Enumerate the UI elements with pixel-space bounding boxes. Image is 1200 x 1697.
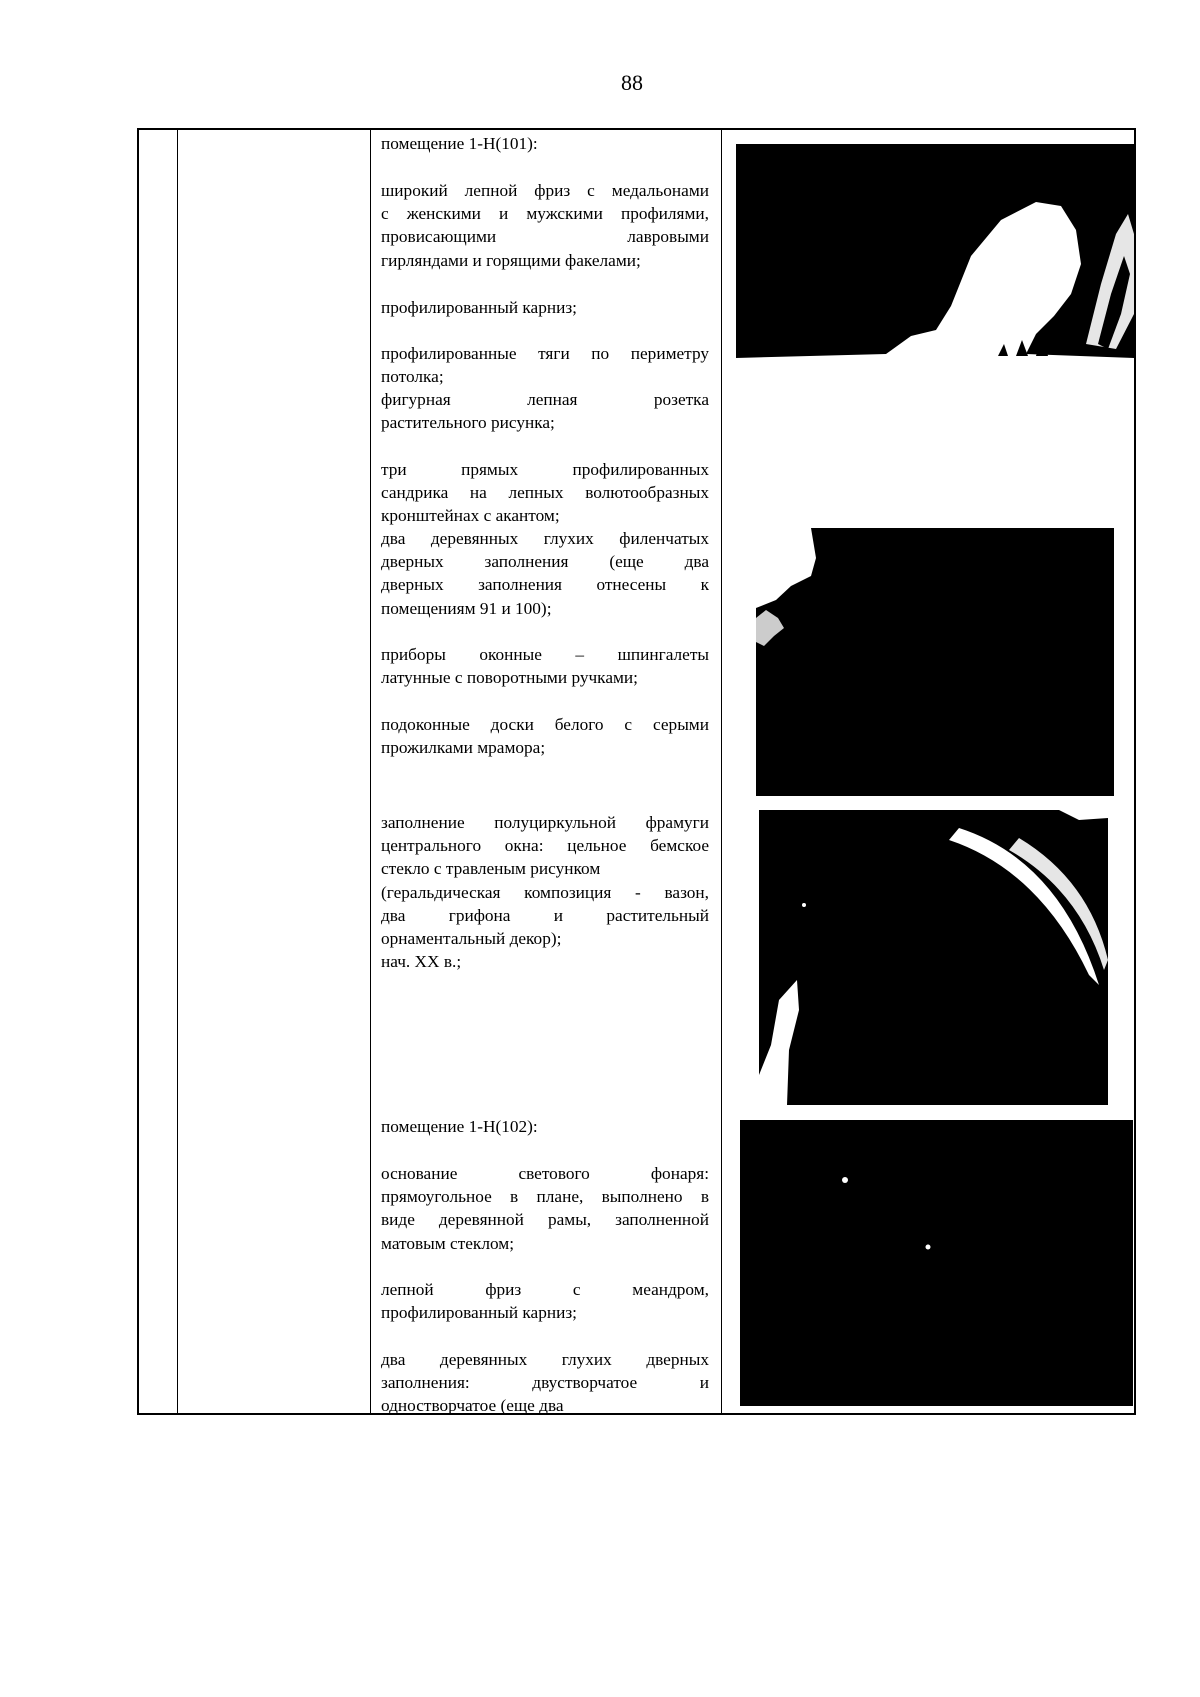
list-item: три прямых профилированных сандрика на лепных волютообразных кронштейнах с акантом; — [381, 460, 709, 526]
door-sandrik-photo — [756, 528, 1114, 796]
list-item: заполнение полуциркульной фрамуги центрального окна: цельное бемское стекло с травленым рисунком (геральдическая композиция - вазон, два грифона и растительный орнаментальный декор); нач. XX в.; — [381, 813, 709, 972]
list-item: широкий лепной фриз с медальонами с женскими и мужскими профилями, провисающими лавровыми гирляндами и горящими факелами; — [381, 181, 709, 270]
page-number: 88 — [621, 70, 643, 95]
room-heading: помещение 1-Н(101): — [381, 134, 538, 153]
list-item: основание светового фонаря: прямоугольное в плане, выполнено в виде деревянной рамы, заполненной матовым стеклом; — [381, 1164, 709, 1253]
column-divider — [177, 130, 178, 1413]
frieze-medallion-photo — [736, 144, 1134, 366]
monument-subject-table — [137, 128, 1136, 1415]
fanlight-glass-photo — [759, 810, 1108, 1105]
column-divider — [370, 130, 371, 1413]
skylight-base-photo — [740, 1120, 1133, 1406]
list-item: подоконные доски белого с серыми прожилками мрамора; — [381, 715, 709, 758]
list-item: два деревянных глухих дверных заполнения: двустворчатое и одностворчатое (еще два — [381, 1350, 709, 1416]
list-item: два деревянных глухих филенчатых дверных заполнения (еще два дверных заполнения отнесены к помещениям 91 и 100); — [381, 529, 709, 618]
list-item: профилированные тяги по периметру потолка; — [381, 344, 709, 387]
list-item: фигурная лепная розетка растительного рисунка; — [381, 390, 709, 433]
list-item: профилированный карниз; — [381, 298, 577, 317]
column-divider — [721, 130, 722, 1413]
list-item: лепной фриз с меандром, профилированный карниз; — [381, 1280, 709, 1323]
list-item: приборы оконные – шпингалеты латунные с поворотными ручками; — [381, 645, 709, 688]
room-heading: помещение 1-Н(102): — [381, 1117, 538, 1136]
